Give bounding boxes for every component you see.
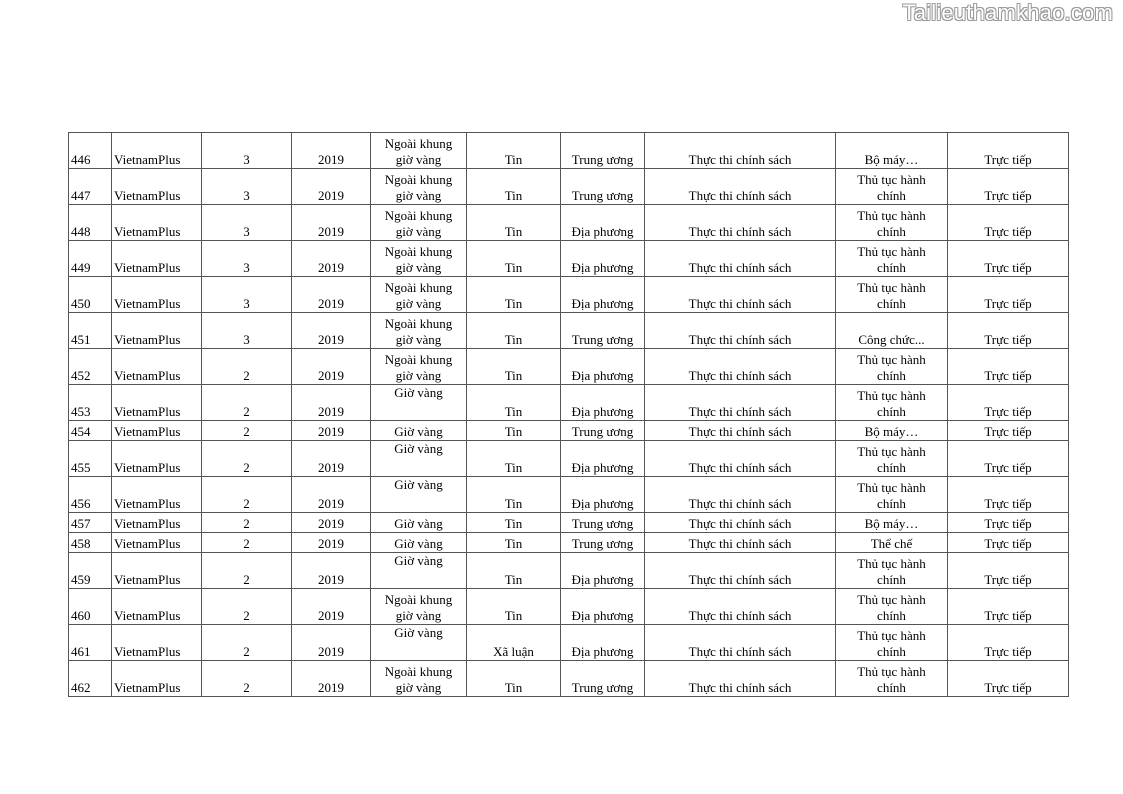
row-number-cell: 455 xyxy=(69,441,112,477)
level-cell: Trung ương xyxy=(561,513,645,533)
timeslot-cell xyxy=(371,513,467,533)
topic-cell: Thực thi chính sách xyxy=(645,277,836,313)
area-cell xyxy=(836,477,948,513)
table-row xyxy=(69,349,1069,385)
area-cell xyxy=(836,349,948,385)
type-cell: Trực tiếp xyxy=(948,241,1069,277)
level-cell: Trung ương xyxy=(561,313,645,349)
area-cell-line: Thủ tục hành xyxy=(857,628,926,643)
type-cell: Trực tiếp xyxy=(948,421,1069,441)
topic-cell: Thực thi chính sách xyxy=(645,205,836,241)
month-cell: 2 xyxy=(202,533,292,553)
timeslot-cell-line: giờ vàng xyxy=(395,296,442,311)
topic-cell: Thực thi chính sách xyxy=(645,513,836,533)
timeslot-cell-line: Giờ vàng xyxy=(394,625,443,640)
table-row xyxy=(69,421,1069,441)
month-cell: 2 xyxy=(202,513,292,533)
topic-cell: Thực thi chính sách xyxy=(645,661,836,697)
month-cell: 3 xyxy=(202,205,292,241)
month-cell: 2 xyxy=(202,589,292,625)
row-number-cell: 459 xyxy=(69,553,112,589)
genre-cell: Tin xyxy=(467,313,561,349)
type-cell: Trực tiếp xyxy=(948,441,1069,477)
source-cell: VietnamPlus xyxy=(112,241,202,277)
level-cell: Địa phương xyxy=(561,385,645,421)
source-cell: VietnamPlus xyxy=(112,441,202,477)
year-cell: 2019 xyxy=(292,205,371,241)
row-number-cell: 461 xyxy=(69,625,112,661)
genre-cell: Xã luận xyxy=(467,625,561,661)
source-cell: VietnamPlus xyxy=(112,589,202,625)
table-row xyxy=(69,385,1069,421)
source-cell: VietnamPlus xyxy=(112,513,202,533)
year-cell: 2019 xyxy=(292,133,371,169)
month-cell: 2 xyxy=(202,385,292,421)
source-cell: VietnamPlus xyxy=(112,553,202,589)
type-cell: Trực tiếp xyxy=(948,589,1069,625)
timeslot-cell xyxy=(371,385,467,421)
row-number-cell: 460 xyxy=(69,589,112,625)
genre-cell: Tin xyxy=(467,533,561,553)
area-cell-line: Bộ máy… xyxy=(864,516,919,531)
level-cell: Trung ương xyxy=(561,421,645,441)
area-cell xyxy=(836,421,948,441)
area-cell-line: Thể chế xyxy=(870,536,913,551)
level-cell: Địa phương xyxy=(561,441,645,477)
row-number-cell: 462 xyxy=(69,661,112,697)
area-cell xyxy=(836,205,948,241)
type-cell: Trực tiếp xyxy=(948,533,1069,553)
year-cell: 2019 xyxy=(292,349,371,385)
timeslot-cell xyxy=(371,205,467,241)
timeslot-cell xyxy=(371,589,467,625)
level-cell: Địa phương xyxy=(561,589,645,625)
source-cell: VietnamPlus xyxy=(112,661,202,697)
area-cell-line: chính xyxy=(877,680,906,695)
timeslot-cell-line: Ngoài khung xyxy=(384,244,453,259)
row-number-cell: 458 xyxy=(69,533,112,553)
year-cell: 2019 xyxy=(292,313,371,349)
type-cell: Trực tiếp xyxy=(948,513,1069,533)
topic-cell: Thực thi chính sách xyxy=(645,589,836,625)
level-cell: Địa phương xyxy=(561,553,645,589)
area-cell-line: Thủ tục hành xyxy=(857,208,926,223)
table-row xyxy=(69,589,1069,625)
timeslot-cell-line: giờ vàng xyxy=(395,188,442,203)
topic-cell: Thực thi chính sách xyxy=(645,477,836,513)
source-cell: VietnamPlus xyxy=(112,533,202,553)
area-cell-line: Công chức... xyxy=(858,332,925,347)
table-row xyxy=(69,313,1069,349)
genre-cell: Tin xyxy=(467,241,561,277)
type-cell: Trực tiếp xyxy=(948,313,1069,349)
area-cell-line: chính xyxy=(877,404,906,419)
area-cell-line: Bộ máy… xyxy=(864,152,919,167)
row-number-cell: 448 xyxy=(69,205,112,241)
timeslot-cell xyxy=(371,477,467,513)
month-cell: 2 xyxy=(202,553,292,589)
timeslot-cell xyxy=(371,133,467,169)
records-table xyxy=(68,132,1069,697)
watermark-text: Tailieuthamkhao.com xyxy=(902,0,1113,25)
year-cell: 2019 xyxy=(292,589,371,625)
type-cell: Trực tiếp xyxy=(948,477,1069,513)
year-cell: 2019 xyxy=(292,385,371,421)
month-cell: 3 xyxy=(202,169,292,205)
timeslot-cell-line: Ngoài khung xyxy=(384,352,453,367)
timeslot-cell xyxy=(371,441,467,477)
timeslot-cell-line: giờ vàng xyxy=(395,152,442,167)
area-cell-line: chính xyxy=(877,368,906,383)
genre-cell: Tin xyxy=(467,385,561,421)
genre-cell: Tin xyxy=(467,477,561,513)
source-cell: VietnamPlus xyxy=(112,169,202,205)
row-number-cell: 456 xyxy=(69,477,112,513)
table-row xyxy=(69,441,1069,477)
timeslot-cell xyxy=(371,553,467,589)
table-row xyxy=(69,533,1069,553)
level-cell: Địa phương xyxy=(561,205,645,241)
genre-cell: Tin xyxy=(467,277,561,313)
timeslot-cell-line: Giờ vàng xyxy=(394,424,443,439)
timeslot-cell-line: giờ vàng xyxy=(395,224,442,239)
type-cell: Trực tiếp xyxy=(948,553,1069,589)
row-number-cell: 452 xyxy=(69,349,112,385)
area-cell-line: Thủ tục hành xyxy=(857,172,926,187)
year-cell: 2019 xyxy=(292,513,371,533)
year-cell: 2019 xyxy=(292,241,371,277)
area-cell-line: chính xyxy=(877,496,906,511)
year-cell: 2019 xyxy=(292,441,371,477)
area-cell xyxy=(836,661,948,697)
year-cell: 2019 xyxy=(292,533,371,553)
year-cell: 2019 xyxy=(292,421,371,441)
month-cell: 3 xyxy=(202,313,292,349)
timeslot-cell-line: giờ vàng xyxy=(395,608,442,623)
genre-cell: Tin xyxy=(467,205,561,241)
timeslot-cell xyxy=(371,625,467,661)
area-cell xyxy=(836,313,948,349)
area-cell-line: chính xyxy=(877,460,906,475)
month-cell: 2 xyxy=(202,477,292,513)
timeslot-cell-line: Giờ vàng xyxy=(394,536,443,551)
source-cell: VietnamPlus xyxy=(112,625,202,661)
source-cell: VietnamPlus xyxy=(112,421,202,441)
row-number-cell: 446 xyxy=(69,133,112,169)
area-cell-line: chính xyxy=(877,644,906,659)
month-cell: 2 xyxy=(202,625,292,661)
genre-cell: Tin xyxy=(467,349,561,385)
area-cell-line: Thủ tục hành xyxy=(857,556,926,571)
genre-cell: Tin xyxy=(467,589,561,625)
topic-cell: Thực thi chính sách xyxy=(645,169,836,205)
area-cell xyxy=(836,133,948,169)
area-cell-line: Thủ tục hành xyxy=(857,480,926,495)
topic-cell: Thực thi chính sách xyxy=(645,133,836,169)
table-row xyxy=(69,553,1069,589)
table-row xyxy=(69,277,1069,313)
row-number-cell: 451 xyxy=(69,313,112,349)
topic-cell: Thực thi chính sách xyxy=(645,313,836,349)
year-cell: 2019 xyxy=(292,169,371,205)
type-cell: Trực tiếp xyxy=(948,205,1069,241)
area-cell-line: chính xyxy=(877,572,906,587)
timeslot-cell xyxy=(371,421,467,441)
timeslot-cell-line: giờ vàng xyxy=(395,368,442,383)
area-cell-line: chính xyxy=(877,188,906,203)
source-cell: VietnamPlus xyxy=(112,205,202,241)
genre-cell: Tin xyxy=(467,133,561,169)
year-cell: 2019 xyxy=(292,625,371,661)
type-cell: Trực tiếp xyxy=(948,169,1069,205)
area-cell-line: chính xyxy=(877,608,906,623)
area-cell xyxy=(836,169,948,205)
timeslot-cell xyxy=(371,313,467,349)
genre-cell: Tin xyxy=(467,169,561,205)
timeslot-cell-line: Ngoài khung xyxy=(384,316,453,331)
row-number-cell: 450 xyxy=(69,277,112,313)
level-cell: Địa phương xyxy=(561,241,645,277)
type-cell: Trực tiếp xyxy=(948,661,1069,697)
type-cell: Trực tiếp xyxy=(948,385,1069,421)
timeslot-cell-line: Ngoài khung xyxy=(384,280,453,295)
month-cell: 3 xyxy=(202,133,292,169)
source-cell: VietnamPlus xyxy=(112,133,202,169)
timeslot-cell-line: Ngoài khung xyxy=(384,208,453,223)
area-cell-line: chính xyxy=(877,260,906,275)
timeslot-cell-line: giờ vàng xyxy=(395,680,442,695)
timeslot-cell-line: Giờ vàng xyxy=(394,477,443,492)
genre-cell: Tin xyxy=(467,421,561,441)
source-cell: VietnamPlus xyxy=(112,385,202,421)
table-row xyxy=(69,169,1069,205)
timeslot-cell-line: Giờ vàng xyxy=(394,516,443,531)
month-cell: 3 xyxy=(202,241,292,277)
month-cell: 2 xyxy=(202,661,292,697)
genre-cell: Tin xyxy=(467,441,561,477)
level-cell: Địa phương xyxy=(561,625,645,661)
level-cell: Trung ương xyxy=(561,661,645,697)
area-cell-line: Bộ máy… xyxy=(864,424,919,439)
year-cell: 2019 xyxy=(292,277,371,313)
table-row xyxy=(69,477,1069,513)
type-cell: Trực tiếp xyxy=(948,349,1069,385)
timeslot-cell-line: Ngoài khung xyxy=(384,172,453,187)
area-cell-line: Thủ tục hành xyxy=(857,388,926,403)
level-cell: Địa phương xyxy=(561,477,645,513)
row-number-cell: 457 xyxy=(69,513,112,533)
timeslot-cell xyxy=(371,661,467,697)
month-cell: 3 xyxy=(202,277,292,313)
table-row xyxy=(69,661,1069,697)
row-number-cell: 454 xyxy=(69,421,112,441)
timeslot-cell xyxy=(371,169,467,205)
month-cell: 2 xyxy=(202,441,292,477)
timeslot-cell-line: Giờ vàng xyxy=(394,441,443,456)
timeslot-cell-line: Giờ vàng xyxy=(394,553,443,568)
timeslot-cell-line: giờ vàng xyxy=(395,332,442,347)
area-cell xyxy=(836,385,948,421)
timeslot-cell-line: Ngoài khung xyxy=(384,664,453,679)
topic-cell: Thực thi chính sách xyxy=(645,533,836,553)
area-cell-line: Thủ tục hành xyxy=(857,592,926,607)
year-cell: 2019 xyxy=(292,661,371,697)
month-cell: 2 xyxy=(202,421,292,441)
level-cell: Trung ương xyxy=(561,133,645,169)
type-cell: Trực tiếp xyxy=(948,133,1069,169)
level-cell: Trung ương xyxy=(561,533,645,553)
source-cell: VietnamPlus xyxy=(112,313,202,349)
topic-cell: Thực thi chính sách xyxy=(645,385,836,421)
area-cell xyxy=(836,277,948,313)
area-cell xyxy=(836,553,948,589)
table-row xyxy=(69,625,1069,661)
timeslot-cell xyxy=(371,277,467,313)
row-number-cell: 449 xyxy=(69,241,112,277)
area-cell xyxy=(836,625,948,661)
area-cell-line: Thủ tục hành xyxy=(857,352,926,367)
level-cell: Địa phương xyxy=(561,349,645,385)
area-cell-line: Thủ tục hành xyxy=(857,280,926,295)
source-cell: VietnamPlus xyxy=(112,477,202,513)
area-cell xyxy=(836,441,948,477)
topic-cell: Thực thi chính sách xyxy=(645,441,836,477)
area-cell-line: chính xyxy=(877,224,906,239)
type-cell: Trực tiếp xyxy=(948,625,1069,661)
year-cell: 2019 xyxy=(292,477,371,513)
area-cell xyxy=(836,589,948,625)
timeslot-cell xyxy=(371,349,467,385)
area-cell xyxy=(836,241,948,277)
row-number-cell: 453 xyxy=(69,385,112,421)
table-row xyxy=(69,133,1069,169)
source-cell: VietnamPlus xyxy=(112,277,202,313)
topic-cell: Thực thi chính sách xyxy=(645,241,836,277)
table-row xyxy=(69,205,1069,241)
genre-cell: Tin xyxy=(467,513,561,533)
timeslot-cell xyxy=(371,533,467,553)
table-row xyxy=(69,513,1069,533)
area-cell-line: Thủ tục hành xyxy=(857,664,926,679)
timeslot-cell-line: Giờ vàng xyxy=(394,385,443,400)
year-cell: 2019 xyxy=(292,553,371,589)
source-cell: VietnamPlus xyxy=(112,349,202,385)
timeslot-cell-line: Ngoài khung xyxy=(384,592,453,607)
area-cell-line: Thủ tục hành xyxy=(857,244,926,259)
table-row xyxy=(69,241,1069,277)
topic-cell: Thực thi chính sách xyxy=(645,421,836,441)
timeslot-cell xyxy=(371,241,467,277)
level-cell: Trung ương xyxy=(561,169,645,205)
genre-cell: Tin xyxy=(467,661,561,697)
month-cell: 2 xyxy=(202,349,292,385)
timeslot-cell-line: Ngoài khung xyxy=(384,136,453,151)
area-cell-line: Thủ tục hành xyxy=(857,444,926,459)
area-cell xyxy=(836,533,948,553)
timeslot-cell-line: giờ vàng xyxy=(395,260,442,275)
level-cell: Địa phương xyxy=(561,277,645,313)
topic-cell: Thực thi chính sách xyxy=(645,553,836,589)
topic-cell: Thực thi chính sách xyxy=(645,349,836,385)
topic-cell: Thực thi chính sách xyxy=(645,625,836,661)
area-cell xyxy=(836,513,948,533)
row-number-cell: 447 xyxy=(69,169,112,205)
type-cell: Trực tiếp xyxy=(948,277,1069,313)
area-cell-line: chính xyxy=(877,296,906,311)
genre-cell: Tin xyxy=(467,553,561,589)
